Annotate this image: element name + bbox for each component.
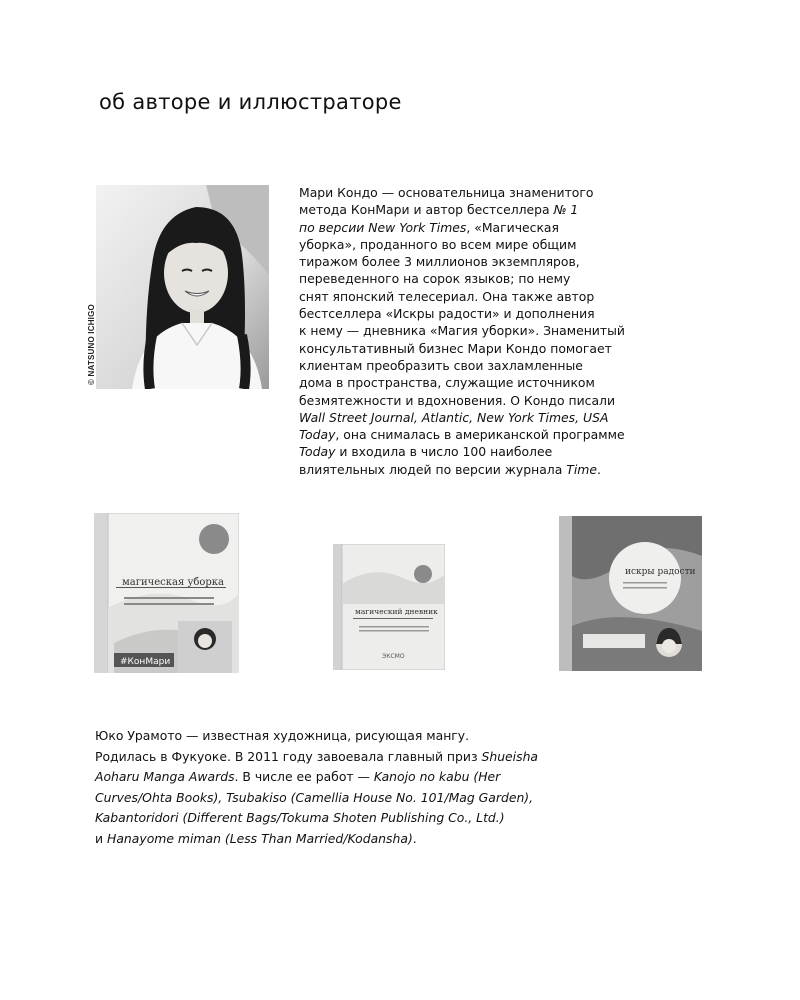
italic-text: Kanojo no kabu (Her	[373, 769, 501, 784]
italic-text: по версии New York Times	[299, 219, 467, 235]
author-bio_lines-line	[299, 236, 719, 253]
illustrator-bio	[95, 726, 555, 849]
author-bio_lines-line	[299, 392, 719, 409]
author-bio_lines-line	[299, 270, 719, 287]
author-bio_lines-line	[299, 357, 719, 374]
text-run: Юко Урамото — известная художница, рисующая мангу.	[95, 728, 470, 743]
italic-text: Kabantoridori (Different Bags/Tokuma Shoten Publishing Co., Ltd.)	[95, 810, 505, 825]
text-run: к нему — дневника «Магия уборки». Знаменитый	[299, 323, 625, 339]
italic-text: Curves/Ohta Books), Tsubakiso (Camellia House No. 101/Mag Garden),	[95, 789, 534, 805]
author-photo	[96, 185, 269, 389]
author-bio	[299, 184, 719, 478]
author-bio_lines-line	[299, 374, 719, 391]
text-run: метода КонМари и автор бестселлера	[299, 202, 554, 218]
text-run: . В числе ее работ —	[234, 769, 374, 784]
text-run: дома в пространства, служащие источником	[299, 375, 595, 391]
book-magic-cleaning	[94, 513, 239, 673]
italic-text: № 1	[553, 202, 579, 218]
book-magic-diary	[333, 544, 445, 670]
text-run: тиражом более 3 миллионов экземпляров,	[299, 254, 580, 270]
book-title: магическая уборка	[122, 577, 225, 588]
illustrator-bio_lines-line	[95, 829, 555, 850]
text-run: влиятельных людей по версии журнала	[299, 461, 567, 477]
text-run: .	[596, 461, 601, 477]
author-bio_lines-line	[299, 461, 719, 478]
book-spark-joy	[559, 516, 702, 671]
author-bio_lines-line	[299, 443, 719, 460]
author-bio_lines-line	[299, 201, 719, 218]
book-title: искры радости	[625, 567, 696, 577]
author-bio_lines-line	[299, 184, 719, 201]
book-publisher: ЭКСМО	[382, 653, 405, 660]
illustrator-bio_lines-line	[95, 767, 555, 788]
text-run: и	[95, 830, 107, 846]
italic-text: Time	[566, 461, 597, 477]
text-run: Мари Кондо — основательница знаменитого	[299, 185, 594, 200]
text-run: уборка», проданного во всем мире общим	[299, 236, 577, 252]
text-run: Родилась в Фукуоке. В 2011 году завоевала главный приз	[95, 748, 482, 764]
italic-text: Today	[299, 427, 336, 443]
photo-credit: © NATSUNO ICHIGO	[87, 304, 96, 385]
text-run: снят японский телесериал. Она также автор	[299, 288, 595, 304]
author-bio_lines-line	[299, 288, 719, 305]
italic-text: Shueisha	[481, 748, 539, 764]
italic-text: Aoharu Manga Awards	[95, 769, 235, 784]
text-run: , она снималась в американской программе	[335, 427, 625, 443]
page-title: об авторе и иллюстраторе	[99, 90, 402, 114]
italic-text: Wall Street Journal, Atlantic, New York Times, USA	[299, 409, 609, 425]
book-title: магический дневник	[355, 607, 438, 616]
text-run: клиентам преобразить свои захламленные	[299, 357, 583, 373]
illustrator-bio_lines-line	[95, 747, 555, 768]
italic-text: Today	[299, 444, 336, 460]
text-run: .	[412, 830, 417, 846]
text-run: консультативный бизнес Мари Кондо помогает	[299, 340, 612, 356]
text-run: бестселлера «Искры радости» и дополнения	[299, 306, 595, 322]
text-run: переведенного на сорок языков; по нему	[299, 271, 571, 287]
text-run: безмятежности и вдохновения. О Кондо писали	[299, 392, 616, 408]
author-bio_lines-line	[299, 219, 719, 236]
illustrator-bio_lines-line	[95, 726, 555, 747]
author-bio_lines-line	[299, 253, 719, 270]
illustrator-bio_lines-line	[95, 808, 555, 829]
text-run: и входила в число 100 наиболее	[335, 444, 553, 460]
text-run: , «Магическая	[466, 219, 559, 235]
italic-text: Hanayome miman (Less Than Married/Kodansha)	[107, 830, 413, 846]
author-bio_lines-line	[299, 340, 719, 357]
author-bio_lines-line	[299, 322, 719, 339]
author-bio_lines-line	[299, 409, 719, 426]
author-bio_lines-line	[299, 426, 719, 443]
book-badge: #КонМари	[120, 657, 171, 667]
author-bio_lines-line	[299, 305, 719, 322]
illustrator-bio_lines-line	[95, 788, 555, 809]
